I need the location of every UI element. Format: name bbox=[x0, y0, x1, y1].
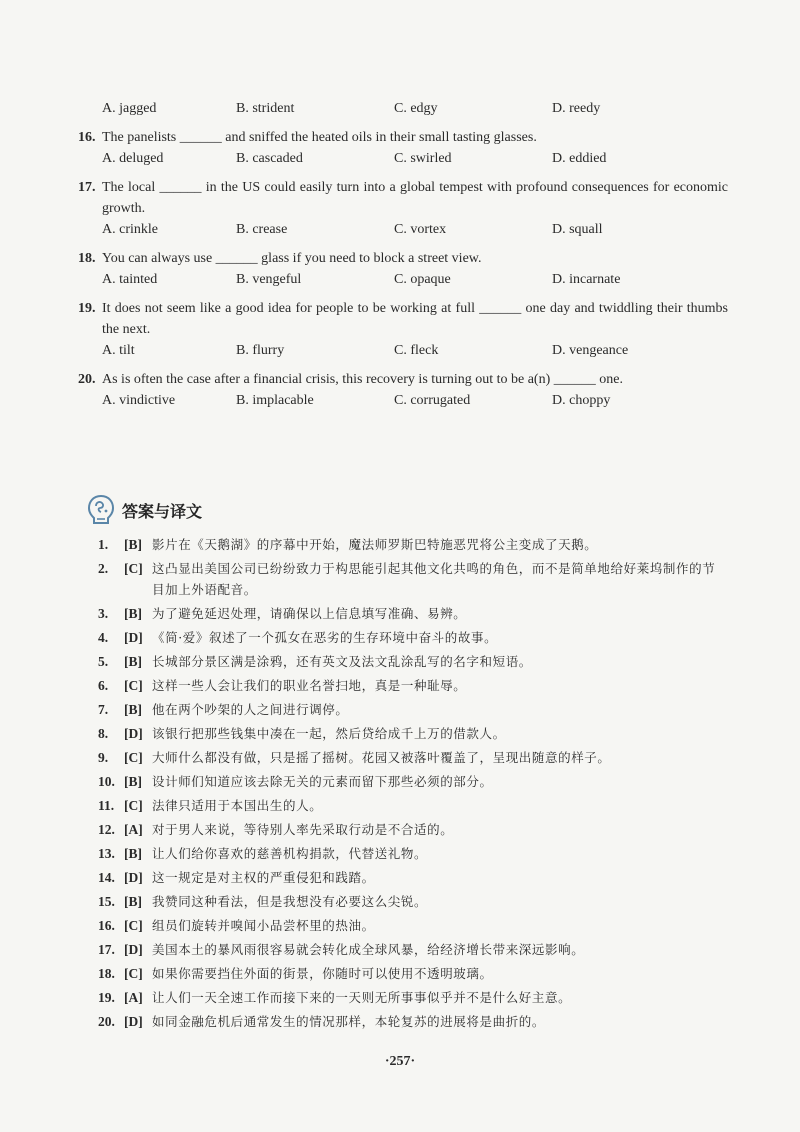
question-text: You can always use ______ glass if you need to block a street view. bbox=[102, 251, 482, 266]
answer-item bbox=[98, 867, 728, 888]
answer-translation: 让人们一天全速工作而接下来的一天则无所事事似乎并不是什么好主意。 bbox=[152, 990, 572, 1005]
answer-key: [C] bbox=[124, 750, 143, 765]
question-stem bbox=[78, 127, 728, 148]
answer-translation: 他在两个吵架的人之间进行调停。 bbox=[152, 702, 349, 717]
answer-number: 2. bbox=[98, 561, 109, 576]
question-options bbox=[78, 98, 728, 123]
answer-item bbox=[98, 627, 728, 648]
answer-item bbox=[98, 603, 728, 624]
option-c: C. opaque bbox=[394, 272, 451, 287]
answer-item bbox=[98, 771, 728, 792]
option-d: D. incarnate bbox=[552, 272, 621, 287]
answer-item bbox=[98, 534, 728, 555]
answer-number: 5. bbox=[98, 654, 109, 669]
answers-section-title: 答案与译文 bbox=[122, 501, 203, 521]
answer-number: 1. bbox=[98, 537, 109, 552]
answer-translation: 大师什么都没有做，只是摇了摇树。花园又被落叶覆盖了，呈现出随意的样子。 bbox=[152, 750, 611, 765]
question-stem bbox=[78, 177, 728, 219]
answer-translation: 这样一些人会让我们的职业名誉扫地，真是一种耻辱。 bbox=[152, 678, 467, 693]
answer-key: [D] bbox=[124, 1014, 143, 1029]
page-number: ·257· bbox=[384, 1054, 416, 1069]
answer-translation: 影片在《天鹅湖》的序幕中开始，魔法师罗斯巴特施恶咒将公主变成了天鹅。 bbox=[152, 537, 598, 552]
option-b: B. flurry bbox=[236, 343, 285, 358]
question-options bbox=[78, 390, 728, 415]
question-stem bbox=[78, 298, 728, 340]
answer-key: [B] bbox=[124, 606, 142, 621]
option-b: B. vengeful bbox=[236, 272, 302, 287]
answer-translation: 这一规定是对主权的严重侵犯和践踏。 bbox=[152, 870, 375, 885]
answer-key: [B] bbox=[124, 846, 142, 861]
option-b: B. crease bbox=[236, 222, 288, 237]
option-d: D. eddied bbox=[552, 151, 607, 166]
answer-item bbox=[98, 987, 728, 1008]
answer-item bbox=[98, 558, 728, 600]
answer-key: [C] bbox=[124, 918, 143, 933]
option-a: A. jagged bbox=[102, 101, 157, 116]
answer-number: 20. bbox=[98, 1014, 115, 1029]
answer-key: [B] bbox=[124, 654, 142, 669]
option-d: D. reedy bbox=[552, 101, 601, 116]
option-a: A. vindictive bbox=[102, 393, 176, 408]
question-list bbox=[78, 98, 728, 415]
option-c: C. edgy bbox=[394, 101, 438, 116]
question-number: 17. bbox=[78, 180, 96, 195]
question-text: The local ______ in the US could easily turn into a global tempest with profound consequences for economic growth. bbox=[102, 180, 728, 216]
question-options bbox=[78, 148, 728, 173]
answer-number: 10. bbox=[98, 774, 115, 789]
answer-number: 15. bbox=[98, 894, 115, 909]
option-a: A. crinkle bbox=[102, 222, 158, 237]
option-b: B. strident bbox=[236, 101, 295, 116]
option-a: A. tilt bbox=[102, 343, 135, 358]
answer-item bbox=[98, 819, 728, 840]
answer-item bbox=[98, 963, 728, 984]
answer-key: [B] bbox=[124, 774, 142, 789]
answer-number: 16. bbox=[98, 918, 115, 933]
answer-translation: 设计师们知道应该去除无关的元素而留下那些必须的部分。 bbox=[152, 774, 493, 789]
answer-translation: 如果你需要挡住外面的街景，你随时可以使用不透明玻璃。 bbox=[152, 966, 493, 981]
answer-number: 14. bbox=[98, 870, 115, 885]
answer-number: 13. bbox=[98, 846, 115, 861]
answer-translation: 法律只适用于本国出生的人。 bbox=[152, 798, 323, 813]
answer-item bbox=[98, 915, 728, 936]
option-d: D. vengeance bbox=[552, 343, 629, 358]
answer-number: 18. bbox=[98, 966, 115, 981]
answer-number: 17. bbox=[98, 942, 115, 957]
answer-translation: 对于男人来说，等待别人率先采取行动是不合适的。 bbox=[152, 822, 454, 837]
question-stem bbox=[78, 369, 728, 390]
answer-translation: 这凸显出美国公司已纷纷致力于构思能引起其他文化共鸣的角色，而不是简单地给好莱坞制作的节目加上外语配音。 bbox=[152, 561, 716, 597]
question-stem bbox=[78, 248, 728, 269]
answer-key: [C] bbox=[124, 561, 143, 576]
answer-key: [B] bbox=[124, 702, 142, 717]
question-number: 20. bbox=[78, 372, 96, 387]
answer-item bbox=[98, 699, 728, 720]
answer-number: 8. bbox=[98, 726, 109, 741]
answer-key: [A] bbox=[124, 990, 143, 1005]
option-a: A. tainted bbox=[102, 272, 158, 287]
option-c: C. swirled bbox=[394, 151, 452, 166]
question-text: As is often the case after a financial crisis, this recovery is turning out to be a(n) ______ one. bbox=[102, 372, 623, 387]
answer-key: [C] bbox=[124, 798, 143, 813]
answer-key: [D] bbox=[124, 870, 143, 885]
answer-item bbox=[98, 939, 728, 960]
answer-translation: 长城部分景区满是涂鸦，还有英文及法文乱涂乱写的名字和短语。 bbox=[152, 654, 532, 669]
question-options bbox=[78, 269, 728, 294]
answer-number: 9. bbox=[98, 750, 109, 765]
answer-translation: 组员们旋转并嗅闻小品尝杯里的热油。 bbox=[152, 918, 375, 933]
answer-translation: 为了避免延迟处理，请确保以上信息填写准确、易辨。 bbox=[152, 606, 467, 621]
answer-number: 6. bbox=[98, 678, 109, 693]
answers-section-header bbox=[86, 494, 202, 526]
answer-item bbox=[98, 1011, 728, 1032]
option-c: C. fleck bbox=[394, 343, 439, 358]
answer-translation: 让人们给你喜欢的慈善机构捐款，代替送礼物。 bbox=[152, 846, 428, 861]
option-d: D. choppy bbox=[552, 393, 611, 408]
answer-number: 4. bbox=[98, 630, 109, 645]
answer-number: 19. bbox=[98, 990, 115, 1005]
answer-translation: 美国本土的暴风雨很容易就会转化成全球风暴，给经济增长带来深远影响。 bbox=[152, 942, 585, 957]
question-number: 16. bbox=[78, 130, 96, 145]
option-d: D. squall bbox=[552, 222, 603, 237]
answer-item bbox=[98, 891, 728, 912]
lightbulb-face-icon bbox=[86, 494, 116, 526]
answer-key: [C] bbox=[124, 966, 143, 981]
answer-translation: 如同金融危机后通常发生的情况那样，本轮复苏的进展将是曲折的。 bbox=[152, 1014, 546, 1029]
answer-number: 12. bbox=[98, 822, 115, 837]
answer-key: [A] bbox=[124, 822, 143, 837]
answer-item bbox=[98, 795, 728, 816]
answer-key: [B] bbox=[124, 537, 142, 552]
option-b: B. implacable bbox=[236, 393, 314, 408]
answer-item bbox=[98, 843, 728, 864]
option-b: B. cascaded bbox=[236, 151, 303, 166]
answer-item bbox=[98, 747, 728, 768]
answer-translation: 我赞同这种看法，但是我想没有必要这么尖锐。 bbox=[152, 894, 428, 909]
question-options bbox=[78, 340, 728, 365]
answer-key: [B] bbox=[124, 894, 142, 909]
answer-key: [C] bbox=[124, 678, 143, 693]
answer-number: 7. bbox=[98, 702, 109, 717]
option-c: C. corrugated bbox=[394, 393, 471, 408]
answer-item bbox=[98, 651, 728, 672]
answer-number: 3. bbox=[98, 606, 109, 621]
question-number: 18. bbox=[78, 251, 96, 266]
answer-key: [D] bbox=[124, 942, 143, 957]
option-c: C. vortex bbox=[394, 222, 447, 237]
answer-key: [D] bbox=[124, 630, 143, 645]
question-text: It does not seem like a good idea for people to be working at full ______ one day and twiddling their thumbs the next. bbox=[102, 301, 728, 337]
answer-item bbox=[98, 723, 728, 744]
question-options bbox=[78, 219, 728, 244]
answer-list bbox=[98, 534, 728, 1035]
option-a: A. deluged bbox=[102, 151, 164, 166]
answer-translation: 《简·爱》叙述了一个孤女在恶劣的生存环境中奋斗的故事。 bbox=[152, 630, 498, 645]
question-text: The panelists ______ and sniffed the heated oils in their small tasting glasses. bbox=[102, 130, 537, 145]
answer-key: [D] bbox=[124, 726, 143, 741]
answer-number: 11. bbox=[98, 798, 115, 813]
answer-translation: 该银行把那些钱集中凑在一起，然后贷给成千上万的借款人。 bbox=[152, 726, 506, 741]
question-number: 19. bbox=[78, 301, 96, 316]
answer-item bbox=[98, 675, 728, 696]
